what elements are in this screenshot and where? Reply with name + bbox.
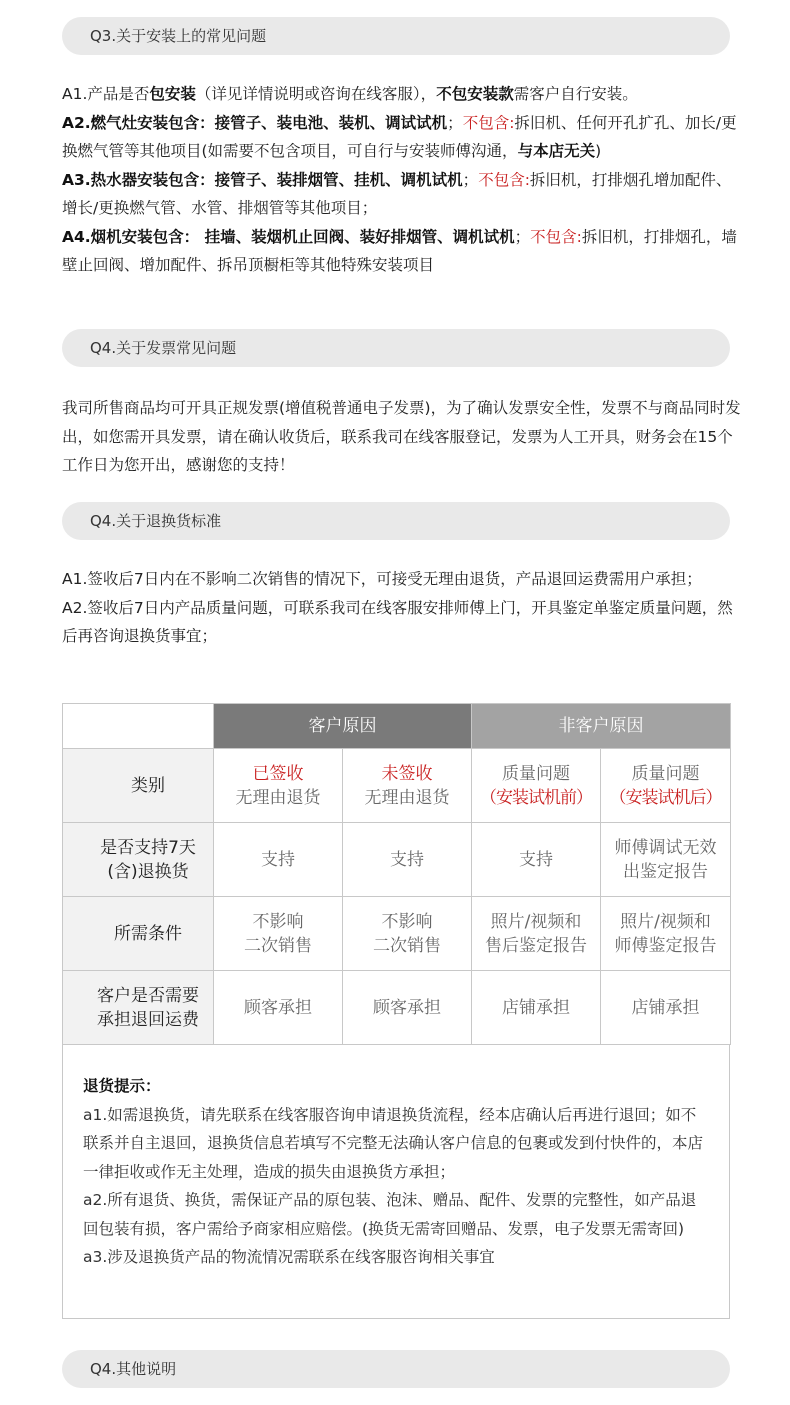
note-a3: a3.涉及退换货产品的物流情况需联系在线客服咨询相关事宜 xyxy=(83,1248,495,1266)
cell-line-red: 已签收 xyxy=(252,763,304,784)
section-title: Q4.关于发票常见问题 xyxy=(90,339,237,357)
section-header-invoice xyxy=(62,329,730,367)
row-label: 类别 xyxy=(63,749,214,823)
notes-title: 退货提示： xyxy=(83,1077,161,1095)
cell-line: 师傅调试无效 xyxy=(614,837,717,858)
answer-text: ； xyxy=(462,170,479,189)
table-cell: 支持 xyxy=(214,823,343,897)
table-row-condition xyxy=(63,897,731,971)
table-row-shipping xyxy=(63,971,731,1045)
exclusion-label: 不包含: xyxy=(462,113,515,132)
answer-bold: A3.热水器安装包含：接管子、装排烟管、挂机、调机试机 xyxy=(62,170,463,189)
exclusion-label: 不包含: xyxy=(478,170,530,189)
return-notes-box xyxy=(62,1044,730,1319)
cell-line: 无理由退货 xyxy=(364,787,450,808)
table-cell xyxy=(472,897,601,971)
table-cell xyxy=(343,749,472,823)
cell-line: 无理由退货 xyxy=(235,787,321,808)
row-label-line: (含)退换货 xyxy=(107,861,189,882)
answer-a4 xyxy=(62,223,742,280)
table-cell: 顾客承担 xyxy=(343,971,472,1045)
answer-bold: 包安装 xyxy=(149,85,196,103)
answer-text: （详见详情说明或咨询在线客服）， xyxy=(195,85,437,103)
note-a1: a1.如需退换货，请先联系在线客服咨询申请退换货流程，经本店确认后再进行退回；如不联系并自主退回，退换货信息若填写不完整无法确认客户信息的包裹或发到付快件的，本店一律拒收或作无主处理，造成的损失由退换货方承担； xyxy=(83,1105,704,1181)
q3-answers xyxy=(62,80,742,280)
answer-text: 拆旧机，打排烟孔，墙壁止回阀、增加配件、拆吊顶橱柜等其他特殊安装项目 xyxy=(62,227,737,274)
answer-a1 xyxy=(62,80,742,109)
row-label xyxy=(63,971,214,1045)
table-cell: 店铺承担 xyxy=(601,971,731,1045)
table-cell: 店铺承担 xyxy=(472,971,601,1045)
header-customer-reason: 客户原因 xyxy=(214,704,472,749)
table-cell xyxy=(601,897,731,971)
cell-line: 售后鉴定报告 xyxy=(485,935,587,956)
answer-text: ； xyxy=(514,227,531,246)
table-cell xyxy=(601,823,731,897)
table-cell xyxy=(472,749,601,823)
note-a2: a2.所有退货、换货，需保证产品的原包装、泡沫、赠品、配件、发票的完整性，如产品退回包装有损，客户需给予商家相应赔偿。(换货无需寄回赠品、发票，电子发票无需寄回) xyxy=(83,1191,697,1238)
section-header-other xyxy=(62,1350,730,1388)
cell-line: 不影响 xyxy=(381,911,433,932)
table-row-category xyxy=(63,749,731,823)
row-label xyxy=(63,823,214,897)
cell-line: 照片/视频和 xyxy=(620,911,711,932)
section-title: Q3.关于安装上的常见问题 xyxy=(90,27,267,45)
answer-text: 拆旧机，打排烟孔增加配件、增长/更换燃气管、水管、排烟管等其他项目； xyxy=(62,170,732,217)
section-title: Q4.其他说明 xyxy=(90,1360,177,1378)
invoice-text: 我司所售商品均可开具正规发票(增值税普通电子发票)，为了确认发票安全性，发票不与商品同时发出，如您需开具发票，请在确认收货后，联系我司在线客服登记，发票为人工开具，财务会在15个工作日为您开出，感谢您的支持！ xyxy=(62,399,741,474)
table-header-row xyxy=(63,704,731,749)
table-cell xyxy=(601,749,731,823)
cell-line: 质量问题 xyxy=(631,763,700,784)
table-cell xyxy=(343,897,472,971)
cell-line: 照片/视频和 xyxy=(490,911,582,932)
section-header-return xyxy=(62,502,730,540)
cell-line: 二次销售 xyxy=(244,935,312,956)
table-row-support xyxy=(63,823,731,897)
cell-line: 出鉴定报告 xyxy=(623,861,708,882)
table-cell: 支持 xyxy=(343,823,472,897)
table-cell: 顾客承担 xyxy=(214,971,343,1045)
table-corner xyxy=(63,704,214,749)
answer-bold: 与本店无关 xyxy=(517,142,596,160)
row-label: 所需条件 xyxy=(63,897,214,971)
cell-line-red: （安装试机后） xyxy=(609,787,722,808)
cell-line-red: （安装试机前） xyxy=(480,787,592,808)
answer-a2 xyxy=(62,109,742,166)
return-a1: A1.签收后7日内在不影响二次销售的情况下，可接受无理由退货，产品退回运费需用户承担； xyxy=(62,570,702,588)
answer-bold: A2.燃气灶安装包含：接管子、装电池、装机、调试试机 xyxy=(62,113,448,132)
answer-text: 需客户自行安装。 xyxy=(513,85,638,103)
cell-line-red: 未签收 xyxy=(381,763,433,784)
answer-text: ； xyxy=(447,113,463,132)
answer-text: A1.产品是否 xyxy=(62,85,150,103)
return-answers xyxy=(62,565,742,651)
cell-line: 质量问题 xyxy=(502,763,570,784)
table-cell xyxy=(214,897,343,971)
section-title: Q4.关于退换货标准 xyxy=(90,512,222,530)
section-header-q3 xyxy=(62,17,730,55)
answer-a3 xyxy=(62,166,742,223)
cell-line: 二次销售 xyxy=(373,935,441,956)
return-policy-table xyxy=(62,703,731,1045)
answer-bold: 不包安装款 xyxy=(436,85,514,103)
row-label-line: 客户是否需要 xyxy=(97,985,199,1006)
table-cell: 支持 xyxy=(472,823,601,897)
answer-text: 拆旧机、任何开孔扩孔、加长/更换燃气管等其他项目(如需要不包含项目，可自行与安装师傅沟通， xyxy=(62,113,737,160)
cell-line: 师傅鉴定报告 xyxy=(614,935,717,956)
cell-line: 不影响 xyxy=(252,911,304,932)
return-a2: A2.签收后7日内产品质量问题，可联系我司在线客服安排师傅上门，开具鉴定单鉴定质量问题，然后再咨询退换货事宜； xyxy=(62,598,733,645)
header-noncustomer-reason: 非客户原因 xyxy=(472,704,731,749)
answer-bold: A4.烟机安装包含： 挂墙、装烟机止回阀、装好排烟管、调机试机 xyxy=(62,227,515,246)
row-label-line: 承担退回运费 xyxy=(97,1009,199,1030)
row-label-line: 是否支持7天 xyxy=(100,837,196,858)
table-cell xyxy=(214,749,343,823)
answer-text: ) xyxy=(595,142,602,160)
exclusion-label: 不包含: xyxy=(530,227,582,246)
